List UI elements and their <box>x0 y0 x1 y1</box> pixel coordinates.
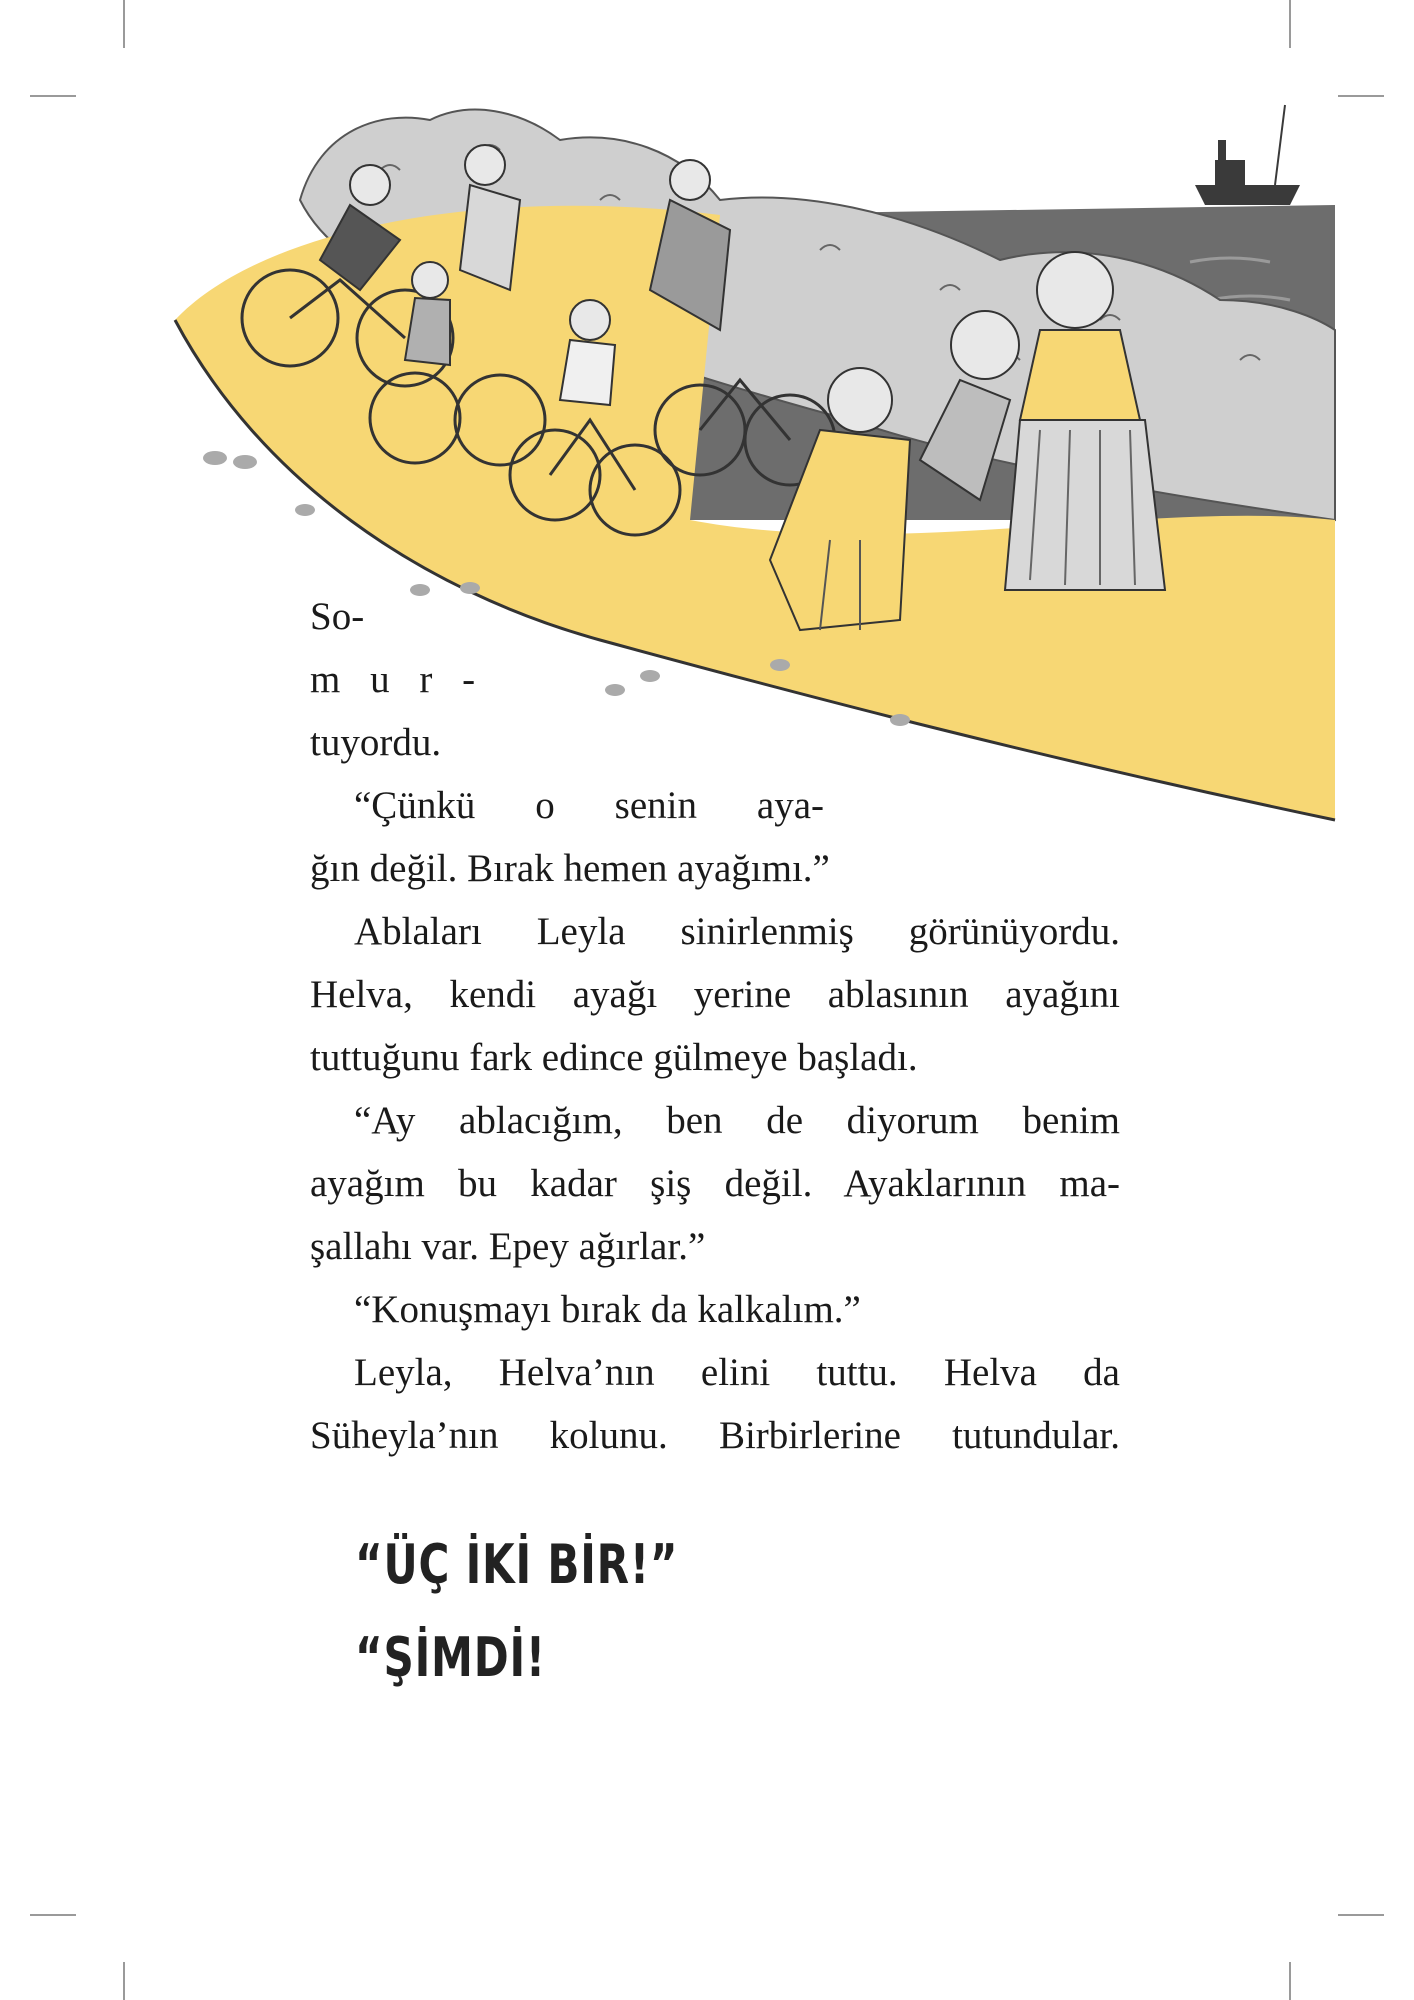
text-line: “Ay ablacığım, ben de diyorum benim <box>354 1099 1120 1142</box>
text-line: “Çünkü o senin aya- <box>354 784 824 827</box>
text-line: tuttuğunu fark edince gülmeye başladı. <box>310 1036 918 1079</box>
shout-now: “ŞİMDİ! <box>355 1626 546 1689</box>
ship-illustration <box>1195 105 1300 205</box>
body-text <box>310 585 1120 1467</box>
text-line: Helva, kendi ayağı yerine ablasının ayağını <box>310 973 1120 1016</box>
text-line: “Konuşmayı bırak da kalkalım.” <box>354 1288 861 1331</box>
text-line: ayağım bu kadar şiş değil. Ayaklarının ma- <box>310 1162 1120 1205</box>
text-line: tuyordu. <box>310 721 442 764</box>
text-line: Ablaları Leyla sinirlenmiş görünüyordu. <box>354 910 1120 953</box>
text-line: şallahı var. Epey ağırlar.” <box>310 1225 706 1268</box>
crop-mark-bottom-right-v <box>1289 1962 1291 2000</box>
text-line: ğın değil. Bırak hemen ayağımı.” <box>310 847 830 890</box>
text-line: Leyla, Helva’nın elini tuttu. Helva da <box>354 1351 1120 1394</box>
crop-mark-bottom-right-h <box>1338 1914 1384 1916</box>
shout-countdown: “ÜÇ İKİ BİR!” <box>355 1533 679 1596</box>
text-line: Süheyla’nın kolunu. Birbirlerine tutundular. <box>310 1414 1120 1457</box>
text-line: m u r - <box>310 658 486 701</box>
crop-mark-bottom-left-h <box>30 1914 76 1916</box>
text-line: So- <box>310 595 365 638</box>
crop-mark-bottom-left-v <box>123 1962 125 2000</box>
